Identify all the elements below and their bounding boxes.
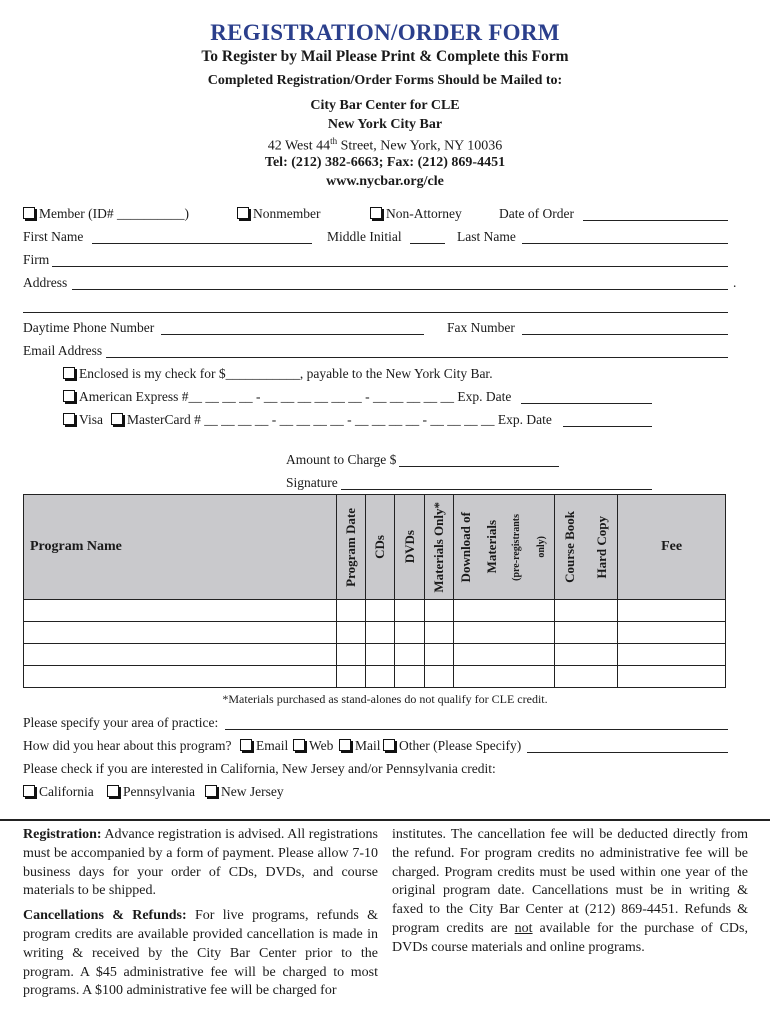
checkbox-icon[interactable]	[63, 367, 75, 379]
firm-field[interactable]	[52, 266, 728, 267]
address-field-2[interactable]	[23, 312, 728, 313]
phone-fax: Tel: (212) 382-6663; Fax: (212) 869-4451	[264, 155, 506, 170]
amex-exp-field[interactable]	[521, 403, 652, 404]
mailed-to-heading: Completed Registration/Order Forms Should be Mailed to:	[207, 73, 563, 88]
email-source-option[interactable]: Email	[240, 738, 288, 754]
checkbox-icon[interactable]	[293, 739, 305, 751]
middle-initial-label: Middle Initial	[327, 229, 402, 244]
checkbox-icon[interactable]	[370, 207, 382, 219]
org-name-2: New York City Bar	[327, 117, 443, 132]
footer-divider	[0, 819, 770, 821]
registration-policy: Registration: Advance registration is advised. All registrations must be accompanied by a form of payment. Please allow 7-10 business days for your order of CDs, DVDs, and course materials to be shipped.	[23, 827, 378, 899]
checkbox-icon[interactable]	[63, 413, 75, 425]
daytime-phone-label: Daytime Phone Number	[23, 320, 155, 335]
table-row[interactable]	[24, 600, 726, 622]
mastercard-payment-option[interactable]: MasterCard # __ __ __ __ - __ __ __ __ - __ __ __ __ - __ __ __ __ Exp. Date	[111, 412, 552, 428]
program-date-header: Program Date	[337, 495, 366, 600]
visa-payment-option[interactable]: Visa	[63, 412, 103, 428]
middle-initial-field[interactable]	[410, 243, 445, 244]
amount-label: Amount to Charge $	[286, 452, 397, 467]
address-period: .	[733, 275, 737, 290]
check-payment-option[interactable]: Enclosed is my check for $___________, payable to the New York City Bar.	[63, 366, 493, 382]
last-name-field[interactable]	[522, 243, 728, 244]
nonmember-checkbox[interactable]: Nonmember	[237, 206, 320, 222]
credit-question: Please check if you are interested in California, New Jersey and/or Pennsylvania credit:	[23, 761, 496, 776]
pennsylvania-option[interactable]: Pennsylvania	[107, 784, 195, 800]
member-checkbox[interactable]: Member (ID# __________)	[23, 206, 189, 222]
website: www.nycbar.org/cle	[326, 174, 444, 189]
form-subtitle: To Register by Mail Please Print & Complete this Form	[201, 48, 569, 65]
download-header: Download of Materials (pre-registrants only)	[454, 495, 555, 600]
cds-header: CDs	[366, 495, 395, 600]
form-title: REGISTRATION/ORDER FORM	[210, 20, 560, 45]
daytime-phone-field[interactable]	[161, 334, 424, 335]
org-name-1: City Bar Center for CLE	[310, 98, 460, 113]
checkbox-icon[interactable]	[23, 785, 35, 797]
street-address: 42 West 44th Street, New York, NY 10036	[267, 136, 503, 154]
checkbox-icon[interactable]	[107, 785, 119, 797]
practice-area-field[interactable]	[225, 729, 728, 730]
fax-field[interactable]	[522, 334, 728, 335]
table-row[interactable]	[24, 666, 726, 688]
fax-label: Fax Number	[447, 320, 515, 335]
address-field[interactable]	[72, 289, 728, 290]
checkbox-icon[interactable]	[111, 413, 123, 425]
last-name-label: Last Name	[457, 229, 516, 244]
email-field[interactable]	[106, 357, 728, 358]
date-of-order-label: Date of Order	[499, 206, 574, 221]
policy-left-column	[23, 826, 378, 1007]
amex-payment-option[interactable]: American Express #__ __ __ __ - __ __ __ __ __ __ - __ __ __ __ __ Exp. Date	[63, 389, 511, 405]
materials-footnote: *Materials purchased as stand-alones do not qualify for CLE credit.	[222, 692, 548, 706]
checkbox-icon[interactable]	[339, 739, 351, 751]
materials-only-header: Materials Only*	[425, 495, 454, 600]
mail-source-option[interactable]: Mail	[339, 738, 381, 754]
checkbox-icon[interactable]	[240, 739, 252, 751]
course-book-header: Course Book Hard Copy	[555, 495, 618, 600]
email-label: Email Address	[23, 343, 103, 358]
checkbox-icon[interactable]	[23, 207, 35, 219]
address-label: Address	[23, 275, 68, 290]
non-attorney-checkbox[interactable]: Non-Attorney	[370, 206, 462, 222]
cancellation-policy-continued: institutes. The cancellation fee will be deducted directly from the refund. For program credits no administrative fee will be charged. Program credits must be used within one year of the original program date. Cancellations must be in writing & faxed to the City Bar Center at (212) 869-4451. Refunds & program credits are not available for the purchase of CDs, DVDs course materials and online programs.	[392, 827, 748, 955]
checkbox-icon[interactable]	[205, 785, 217, 797]
program-table	[23, 494, 726, 688]
date-of-order-field[interactable]	[583, 220, 728, 221]
hear-label: How did you hear about this program?	[23, 738, 232, 753]
checkbox-icon[interactable]	[237, 207, 249, 219]
signature-field[interactable]	[341, 489, 652, 490]
amount-field[interactable]	[399, 466, 559, 467]
cancellation-policy: Cancellations & Refunds: For live programs, refunds & program credits are available provided cancellation is made in writing & received by the City Bar Center prior to the program. A $45 administrative fee will be charged to most programs. A $100 administrative fee will be charged for	[23, 908, 378, 999]
firm-label: Firm	[23, 252, 50, 267]
table-row[interactable]	[24, 622, 726, 644]
policy-right-column	[392, 826, 748, 964]
checkbox-icon[interactable]	[383, 739, 395, 751]
mastercard-exp-field[interactable]	[563, 426, 652, 427]
fee-header: Fee	[618, 495, 726, 600]
california-option[interactable]: California	[23, 784, 94, 800]
first-name-field[interactable]	[92, 243, 312, 244]
signature-label: Signature	[286, 475, 338, 490]
new-jersey-option[interactable]: New Jersey	[205, 784, 284, 800]
program-name-header: Program Name	[24, 495, 337, 600]
first-name-label: First Name	[23, 229, 84, 244]
checkbox-icon[interactable]	[63, 390, 75, 402]
practice-area-label: Please specify your area of practice:	[23, 715, 219, 730]
web-source-option[interactable]: Web	[293, 738, 333, 754]
dvds-header: DVDs	[395, 495, 425, 600]
table-header-row	[24, 495, 726, 600]
table-row[interactable]	[24, 644, 726, 666]
other-source-field[interactable]	[527, 752, 728, 753]
other-source-option[interactable]: Other (Please Specify)	[383, 738, 521, 754]
